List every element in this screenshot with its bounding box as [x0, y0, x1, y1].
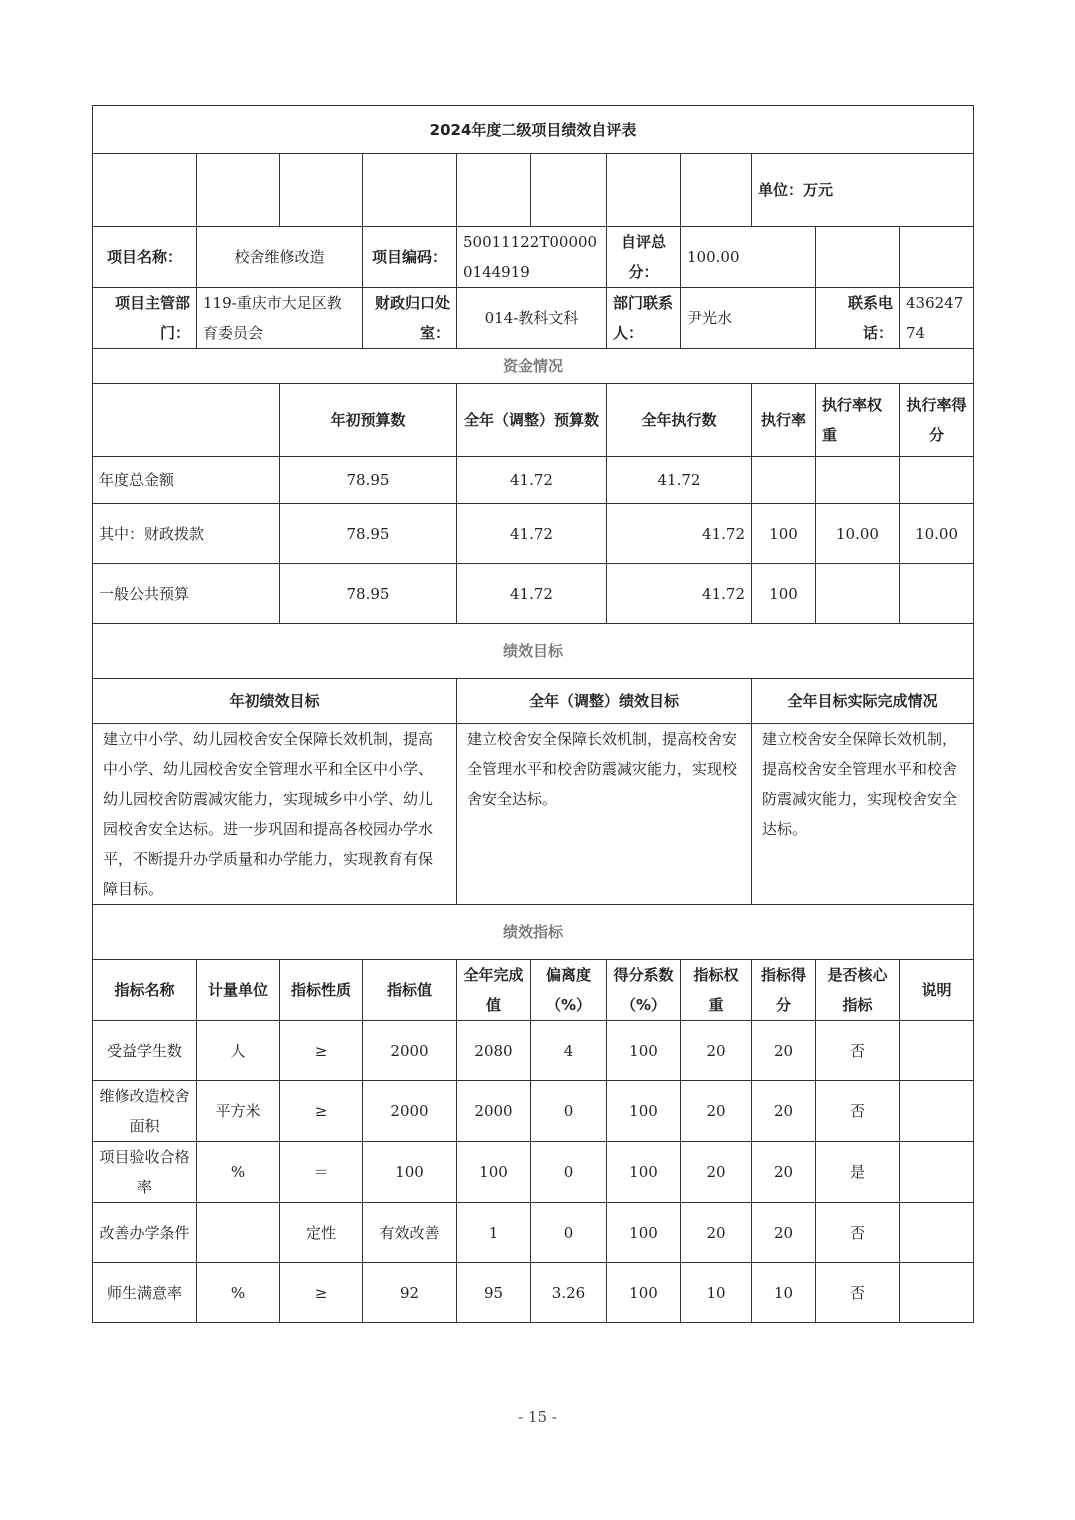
indicator-core: 否: [816, 1021, 900, 1081]
goals-section-title: 绩效目标: [93, 624, 974, 679]
funds-row: [93, 504, 974, 564]
indicator-note: [900, 1021, 974, 1081]
indicator-unit: %: [197, 1142, 280, 1203]
self-evaluation-table: [92, 105, 974, 1323]
indicators-header-row: [93, 960, 974, 1021]
funds-executed: 41.72: [607, 504, 752, 564]
contact-label: 部门联系人：: [607, 288, 681, 349]
project-name-label: 项目名称：: [93, 227, 197, 288]
indicator-actual: 1: [457, 1203, 531, 1263]
indicator-actual: 2080: [457, 1021, 531, 1081]
phone-label: 联系电话：: [816, 288, 900, 349]
funds-header: 执行率: [752, 384, 816, 457]
indicator-weight: 10: [681, 1263, 752, 1323]
funds-header: 执行率得分: [900, 384, 974, 457]
score-label: 自评总分：: [607, 227, 681, 288]
indicator-row: [93, 1081, 974, 1142]
finance-value: 014-教科文科: [457, 288, 607, 349]
indicator-nature: ≥: [280, 1021, 363, 1081]
indicator-name: 受益学生数: [93, 1021, 197, 1081]
indicator-value: 2000: [363, 1021, 457, 1081]
indicator-score: 20: [752, 1021, 816, 1081]
goal-adjusted: 建立校舍安全保障长效机制，提高校舍安全管理水平和校舍防震减灾能力，实现校舍安全达标。: [457, 724, 752, 905]
indicator-value: 100: [363, 1142, 457, 1203]
indicator-note: [900, 1203, 974, 1263]
funds-score: 10.00: [900, 504, 974, 564]
funds-row-label: 其中：财政拨款: [93, 504, 280, 564]
finance-label: 财政归口处室：: [363, 288, 457, 349]
project-name: 校舍维修改造: [197, 227, 363, 288]
funds-row-label: 年度总金额: [93, 457, 280, 504]
indicator-core: 否: [816, 1081, 900, 1142]
indicator-name: 师生满意率: [93, 1263, 197, 1323]
indicator-weight: 20: [681, 1021, 752, 1081]
unit-label: 单位：万元: [752, 154, 974, 227]
indicator-score: 20: [752, 1142, 816, 1203]
funds-executed: 41.72: [607, 564, 752, 624]
funds-header: 执行率权重: [816, 384, 900, 457]
funds-weight: 10.00: [816, 504, 900, 564]
indicator-row: [93, 1263, 974, 1323]
indicator-header: 全年完成值: [457, 960, 531, 1021]
indicator-actual: 100: [457, 1142, 531, 1203]
funds-weight: [816, 457, 900, 504]
indicator-row: [93, 1203, 974, 1263]
funds-rate: 100: [752, 564, 816, 624]
table-title: 2024年度二级项目绩效自评表: [93, 106, 974, 154]
goal-initial: 建立中小学、幼儿园校舍安全保障长效机制，提高中小学、幼儿园校舍安全管理水平和全区中小学、幼儿园校舍防震减灾能力，实现城乡中小学、幼儿园校舍安全达标。进一步巩固和提高各校园办学水平，不断提升办学质量和办学能力，实现教育有保障目标。: [93, 724, 457, 905]
total-score: 100.00: [681, 227, 816, 288]
goals-header: 全年目标实际完成情况: [752, 679, 974, 724]
funds-rate: [752, 457, 816, 504]
indicator-header: 指标得分: [752, 960, 816, 1021]
indicator-name: 维修改造校舍面积: [93, 1081, 197, 1142]
indicator-header: 计量单位: [197, 960, 280, 1021]
indicator-actual: 95: [457, 1263, 531, 1323]
page-number: - 15 -: [518, 1408, 557, 1426]
goals-header: 年初绩效目标: [93, 679, 457, 724]
funds-rate: 100: [752, 504, 816, 564]
goals-content-row: [93, 724, 974, 905]
indicator-deviation: 4: [531, 1021, 607, 1081]
phone-value: 43624774: [900, 288, 974, 349]
unit-row: [93, 154, 974, 227]
indicator-deviation: 3.26: [531, 1263, 607, 1323]
indicator-header: 指标值: [363, 960, 457, 1021]
indicator-deviation: 0: [531, 1081, 607, 1142]
indicator-header: 偏离度（%）: [531, 960, 607, 1021]
funds-row-label: 一般公共预算: [93, 564, 280, 624]
funds-section-title: 资金情况: [93, 349, 974, 384]
project-row-1: [93, 227, 974, 288]
indicator-note: [900, 1081, 974, 1142]
funds-executed: 41.72: [607, 457, 752, 504]
indicator-weight: 20: [681, 1142, 752, 1203]
contact-value: 尹光水: [681, 288, 816, 349]
indicator-nature: ≥: [280, 1263, 363, 1323]
indicator-header: 说明: [900, 960, 974, 1021]
project-code: 50011122T000000144919: [457, 227, 607, 288]
dept-label: 项目主管部门：: [93, 288, 197, 349]
indicator-name: 改善办学条件: [93, 1203, 197, 1263]
funds-adjusted: 41.72: [457, 564, 607, 624]
indicator-header: 指标名称: [93, 960, 197, 1021]
indicator-score: 10: [752, 1263, 816, 1323]
indicator-note: [900, 1263, 974, 1323]
indicator-header: 得分系数（%）: [607, 960, 681, 1021]
indicator-value: 有效改善: [363, 1203, 457, 1263]
goals-header: 全年（调整）绩效目标: [457, 679, 752, 724]
funds-weight: [816, 564, 900, 624]
funds-initial: 78.95: [280, 457, 457, 504]
indicator-nature: 定性: [280, 1203, 363, 1263]
project-code-label: 项目编码：: [363, 227, 457, 288]
indicator-row: [93, 1021, 974, 1081]
indicator-header: 指标性质: [280, 960, 363, 1021]
indicator-unit: 人: [197, 1021, 280, 1081]
funds-initial: 78.95: [280, 504, 457, 564]
indicator-deviation: 0: [531, 1203, 607, 1263]
funds-header-row: [93, 384, 974, 457]
indicator-header: 指标权重: [681, 960, 752, 1021]
indicator-row: [93, 1142, 974, 1203]
indicator-nature: ＝: [280, 1142, 363, 1203]
indicator-weight: 20: [681, 1081, 752, 1142]
goals-header-row: [93, 679, 974, 724]
indicator-coef: 100: [607, 1021, 681, 1081]
funds-score: [900, 457, 974, 504]
indicator-core: 否: [816, 1263, 900, 1323]
indicator-name: 项目验收合格率: [93, 1142, 197, 1203]
indicator-nature: ≥: [280, 1081, 363, 1142]
indicator-coef: 100: [607, 1142, 681, 1203]
funds-row: [93, 457, 974, 504]
dept-value: 119-重庆市大足区教育委员会: [197, 288, 363, 349]
indicator-core: 是: [816, 1142, 900, 1203]
indicator-core: 否: [816, 1203, 900, 1263]
indicator-header: 是否核心指标: [816, 960, 900, 1021]
indicators-section-title: 绩效指标: [93, 905, 974, 960]
funds-header: 年初预算数: [280, 384, 457, 457]
indicator-note: [900, 1142, 974, 1203]
indicator-coef: 100: [607, 1081, 681, 1142]
funds-score: [900, 564, 974, 624]
indicator-coef: 100: [607, 1203, 681, 1263]
funds-adjusted: 41.72: [457, 457, 607, 504]
indicator-score: 20: [752, 1081, 816, 1142]
funds-header: 全年（调整）预算数: [457, 384, 607, 457]
indicator-value: 92: [363, 1263, 457, 1323]
funds-adjusted: 41.72: [457, 504, 607, 564]
funds-row: [93, 564, 974, 624]
funds-initial: 78.95: [280, 564, 457, 624]
project-row-2: [93, 288, 974, 349]
indicator-coef: 100: [607, 1263, 681, 1323]
goal-actual: 建立校舍安全保障长效机制，提高校舍安全管理水平和校舍防震减灾能力，实现校舍安全达标。: [752, 724, 974, 905]
indicator-unit: 平方米: [197, 1081, 280, 1142]
indicator-actual: 2000: [457, 1081, 531, 1142]
indicator-unit: %: [197, 1263, 280, 1323]
indicator-value: 2000: [363, 1081, 457, 1142]
indicator-unit: [197, 1203, 280, 1263]
indicator-deviation: 0: [531, 1142, 607, 1203]
indicator-weight: 20: [681, 1203, 752, 1263]
funds-header: 全年执行数: [607, 384, 752, 457]
indicator-score: 20: [752, 1203, 816, 1263]
